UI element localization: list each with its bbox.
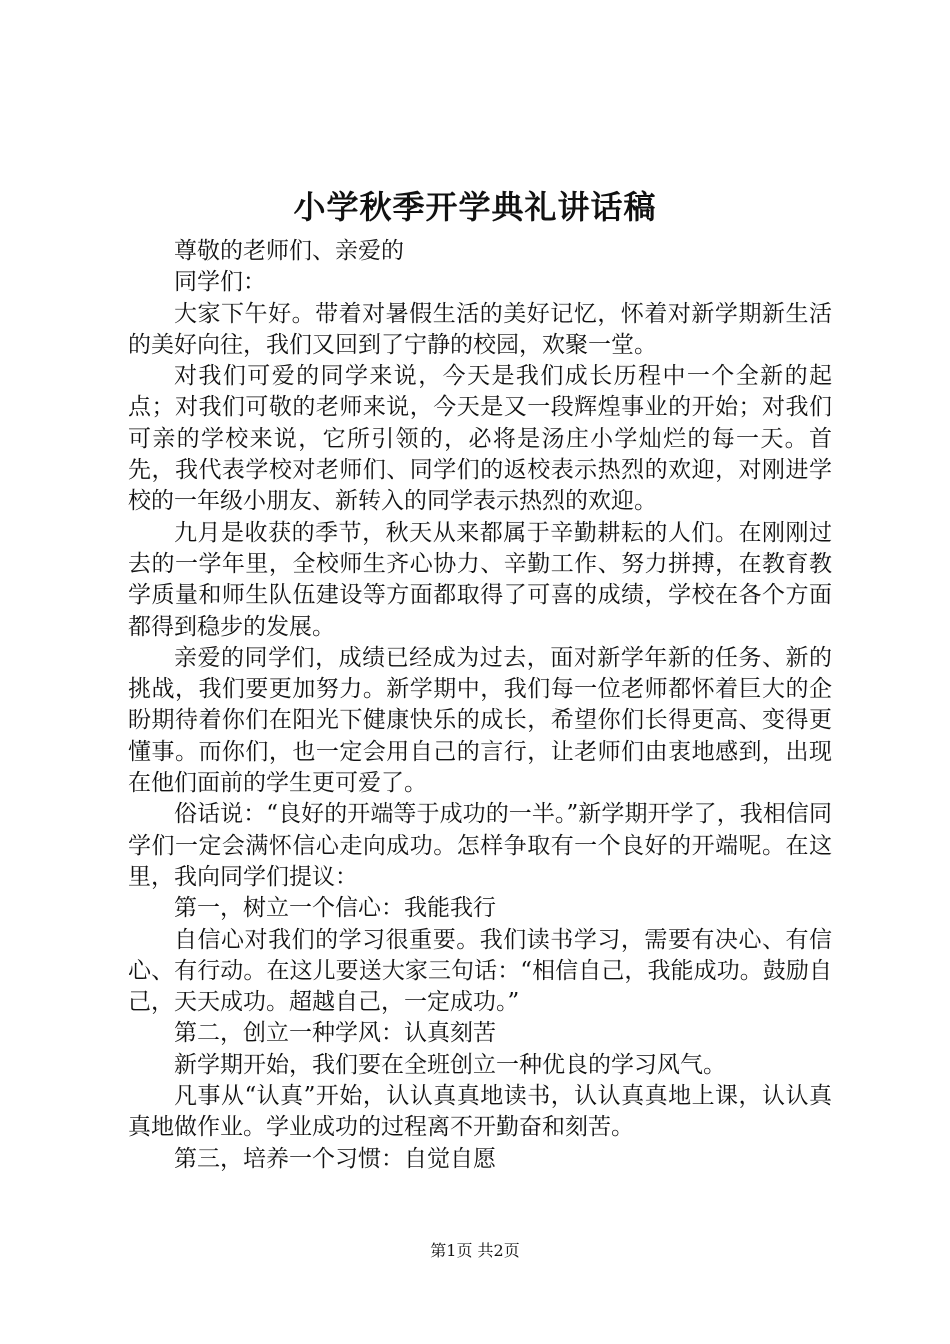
paragraph-new-starting-point: 对我们可爱的同学来说，今天是我们成长历程中一个全新的起点；对我们可敬的老师来说，今天是又一段辉煌事业的开始；对我们可亲的学校来说，它所引领的，必将是汤庄小学灿烂的每一天。首先，我代表学校对老师们、同学们的返校表示热烈的欢迎，对刚进学校的一年级小朋友、新转入的同学表示热烈的欢迎。 (128, 363, 832, 515)
salutation-line-2: 同学们： (174, 269, 266, 296)
paragraph-diligence: 凡事从“认真”开始，认认真真地读书，认认真真地上课，认认真真地做作业。学业成功的过程离不开勤奋和刻苦。 (128, 1083, 832, 1141)
salutation-line-1: 尊敬的老师们、亲爱的 (174, 238, 404, 264)
document-body (128, 236, 832, 1175)
paragraph-greeting: 大家下午好。带着对暑假生活的美好记忆，怀着对新学期新生活的美好向往，我们又回到了宁静的校园，欢聚一堂。 (128, 300, 832, 358)
heading-first-point: 第一，树立一个信心：我能我行 (174, 895, 496, 922)
heading-third-point: 第三，培养一个习惯：自觉自愿 (174, 1145, 496, 1172)
page-title: 小学秋季开学典礼讲话稿 (293, 188, 657, 226)
paragraph-study-atmosphere: 新学期开始，我们要在全班创立一种优良的学习风气。 (174, 1051, 726, 1078)
page-number-footer: 第1页 共2页 (430, 1241, 520, 1260)
paragraph-encouragement: 亲爱的同学们，成绩已经成为过去，面对新学年新的任务、新的挑战，我们要更加努力。新学期中，我们每一位老师都怀着巨大的企盼期待着你们在阳光下健康快乐的成长，希望你们长得更高、变得更懂事。而你们，也一定会用自己的言行，让老师们由衷地感到，出现在他们面前的学生更可爱了。 (128, 644, 832, 797)
paragraph-harvest-season: 九月是收获的季节，秋天从来都属于辛勤耕耘的人们。在刚刚过去的一学年里，全校师生齐心协力、辛勤工作、努力拼搏，在教育教学质量和师生队伍建设等方面都取得了可喜的成绩，学校在各个方面都得到稳步的发展。 (128, 519, 832, 640)
paragraph-good-start: 俗话说：“良好的开端等于成功的一半。”新学期开学了，我相信同学们一定会满怀信心走向成功。怎样争取有一个良好的开端呢。在这里，我向同学们提议： (128, 801, 832, 890)
paragraph-confidence: 自信心对我们的学习很重要。我们读书学习，需要有决心、有信心、有行动。在这儿要送大家三句话：“相信自己，我能成功。鼓励自己，天天成功。超越自己，一定成功。” (128, 926, 832, 1016)
heading-second-point: 第二，创立一种学风：认真刻苦 (174, 1020, 496, 1047)
